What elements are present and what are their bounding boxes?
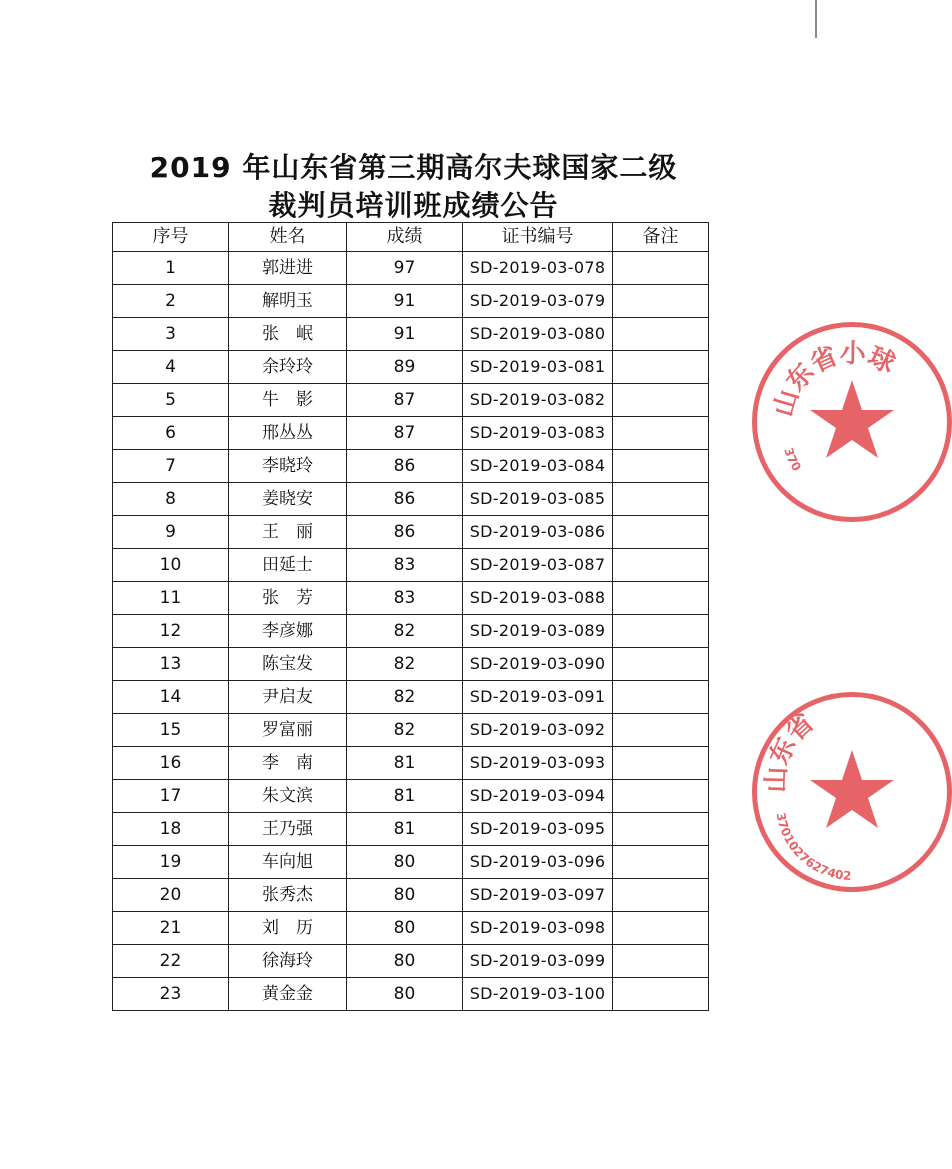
table-row [113, 549, 709, 582]
cell-name: 田延士 [229, 549, 347, 582]
cell-index: 21 [113, 912, 229, 945]
cell-certificate: SD-2019-03-091 [463, 681, 613, 714]
cell-score: 91 [347, 318, 463, 351]
header-remarks: 备注 [613, 223, 709, 252]
cell-score: 86 [347, 483, 463, 516]
cell-name: 尹启友 [229, 681, 347, 714]
cell-certificate: SD-2019-03-087 [463, 549, 613, 582]
header-certificate: 证书编号 [463, 223, 613, 252]
cell-index: 3 [113, 318, 229, 351]
table-row [113, 846, 709, 879]
cell-certificate: SD-2019-03-085 [463, 483, 613, 516]
table-body [113, 252, 709, 1011]
cell-index: 22 [113, 945, 229, 978]
cell-index: 19 [113, 846, 229, 879]
cell-score: 87 [347, 384, 463, 417]
cell-certificate: SD-2019-03-086 [463, 516, 613, 549]
cell-index: 8 [113, 483, 229, 516]
cell-index: 6 [113, 417, 229, 450]
cell-score: 82 [347, 681, 463, 714]
score-table [112, 222, 709, 1011]
table-row [113, 252, 709, 285]
seal-1-star-icon [810, 380, 894, 458]
cell-score: 80 [347, 879, 463, 912]
cell-name: 王 丽 [229, 516, 347, 549]
cell-name: 姜晓安 [229, 483, 347, 516]
cell-remarks [613, 945, 709, 978]
cell-score: 81 [347, 747, 463, 780]
cell-certificate: SD-2019-03-093 [463, 747, 613, 780]
cell-score: 83 [347, 549, 463, 582]
cell-remarks [613, 351, 709, 384]
table-row [113, 648, 709, 681]
cell-remarks [613, 780, 709, 813]
cell-name: 王乃强 [229, 813, 347, 846]
cell-index: 10 [113, 549, 229, 582]
cell-certificate: SD-2019-03-095 [463, 813, 613, 846]
cell-index: 23 [113, 978, 229, 1011]
cell-name: 李彦娜 [229, 615, 347, 648]
cell-name: 张 芳 [229, 582, 347, 615]
cell-index: 12 [113, 615, 229, 648]
table-row [113, 318, 709, 351]
cell-remarks [613, 615, 709, 648]
cell-remarks [613, 450, 709, 483]
cell-remarks [613, 681, 709, 714]
table-row [113, 615, 709, 648]
cell-name: 解明玉 [229, 285, 347, 318]
cell-remarks [613, 318, 709, 351]
cell-certificate: SD-2019-03-090 [463, 648, 613, 681]
cell-score: 82 [347, 648, 463, 681]
table-row [113, 780, 709, 813]
table-row [113, 945, 709, 978]
cell-remarks [613, 846, 709, 879]
cell-index: 16 [113, 747, 229, 780]
table-row [113, 450, 709, 483]
page-title-line2: 裁判员培训班成绩公告 [268, 189, 559, 222]
cell-certificate: SD-2019-03-098 [463, 912, 613, 945]
cell-remarks [613, 384, 709, 417]
cell-remarks [613, 549, 709, 582]
cell-certificate: SD-2019-03-092 [463, 714, 613, 747]
table-row [113, 879, 709, 912]
cell-score: 80 [347, 846, 463, 879]
cell-score: 81 [347, 780, 463, 813]
cell-remarks [613, 879, 709, 912]
svg-text:山东省小球 [769, 339, 900, 420]
cell-remarks [613, 978, 709, 1011]
table-row [113, 747, 709, 780]
seal-2-star-icon [810, 750, 894, 828]
cell-score: 82 [347, 714, 463, 747]
cell-certificate: SD-2019-03-089 [463, 615, 613, 648]
cell-name: 张秀杰 [229, 879, 347, 912]
header-score: 成绩 [347, 223, 463, 252]
cell-score: 80 [347, 912, 463, 945]
cell-remarks [613, 516, 709, 549]
cell-index: 20 [113, 879, 229, 912]
seal-2-text: 山东省 [761, 707, 821, 794]
cell-name: 罗富丽 [229, 714, 347, 747]
cell-name: 牛 影 [229, 384, 347, 417]
table-row [113, 285, 709, 318]
cell-certificate: SD-2019-03-084 [463, 450, 613, 483]
cell-name: 李 南 [229, 747, 347, 780]
cell-name: 朱文滨 [229, 780, 347, 813]
cell-score: 80 [347, 978, 463, 1011]
table-row [113, 813, 709, 846]
cell-score: 86 [347, 516, 463, 549]
cell-score: 89 [347, 351, 463, 384]
cell-remarks [613, 417, 709, 450]
scan-edge-line [815, 0, 817, 38]
cell-certificate: SD-2019-03-078 [463, 252, 613, 285]
cell-index: 5 [113, 384, 229, 417]
cell-remarks [613, 285, 709, 318]
cell-certificate: SD-2019-03-096 [463, 846, 613, 879]
table-header-row [113, 223, 709, 252]
cell-name: 车向旭 [229, 846, 347, 879]
cell-index: 11 [113, 582, 229, 615]
cell-remarks [613, 747, 709, 780]
cell-certificate: SD-2019-03-099 [463, 945, 613, 978]
cell-index: 4 [113, 351, 229, 384]
cell-remarks [613, 483, 709, 516]
cell-index: 2 [113, 285, 229, 318]
cell-remarks [613, 813, 709, 846]
table-row [113, 582, 709, 615]
cell-certificate: SD-2019-03-081 [463, 351, 613, 384]
svg-text:3701027627402 [774, 812, 852, 884]
cell-certificate: SD-2019-03-080 [463, 318, 613, 351]
seal-1-number: 370 [781, 446, 804, 474]
table-row [113, 681, 709, 714]
cell-score: 81 [347, 813, 463, 846]
cell-name: 李晓玲 [229, 450, 347, 483]
cell-index: 14 [113, 681, 229, 714]
table-row [113, 516, 709, 549]
cell-remarks [613, 912, 709, 945]
cell-remarks [613, 714, 709, 747]
table-row [113, 483, 709, 516]
svg-text:370 [781, 446, 804, 474]
cell-certificate: SD-2019-03-100 [463, 978, 613, 1011]
cell-name: 陈宝发 [229, 648, 347, 681]
table-row [113, 714, 709, 747]
seal-2-number: 3701027627402 [773, 811, 852, 884]
seal-2-graphic [752, 692, 952, 892]
seal-1-graphic [752, 322, 952, 522]
cell-remarks [613, 582, 709, 615]
cell-index: 15 [113, 714, 229, 747]
table-row [113, 351, 709, 384]
cell-remarks [613, 648, 709, 681]
cell-index: 13 [113, 648, 229, 681]
cell-certificate: SD-2019-03-094 [463, 780, 613, 813]
header-index: 序号 [113, 223, 229, 252]
header-name: 姓名 [229, 223, 347, 252]
cell-certificate: SD-2019-03-079 [463, 285, 613, 318]
cell-name: 黄金金 [229, 978, 347, 1011]
table-row [113, 417, 709, 450]
cell-score: 80 [347, 945, 463, 978]
cell-remarks [613, 252, 709, 285]
table-row [113, 978, 709, 1011]
cell-score: 97 [347, 252, 463, 285]
cell-index: 7 [113, 450, 229, 483]
cell-certificate: SD-2019-03-097 [463, 879, 613, 912]
cell-score: 83 [347, 582, 463, 615]
cell-certificate: SD-2019-03-082 [463, 384, 613, 417]
page-title-line1: 2019 年山东省第三期高尔夫球国家二级 [149, 151, 678, 184]
official-seal-1 [752, 322, 952, 522]
cell-name: 徐海玲 [229, 945, 347, 978]
cell-certificate: SD-2019-03-083 [463, 417, 613, 450]
cell-score: 87 [347, 417, 463, 450]
seal-1-text: 山东省小球 [768, 338, 900, 420]
cell-name: 邢丛丛 [229, 417, 347, 450]
cell-score: 82 [347, 615, 463, 648]
cell-name: 郭进进 [229, 252, 347, 285]
cell-index: 1 [113, 252, 229, 285]
cell-index: 17 [113, 780, 229, 813]
official-seal-2 [752, 692, 952, 892]
cell-certificate: SD-2019-03-088 [463, 582, 613, 615]
table-row [113, 384, 709, 417]
cell-name: 张 岷 [229, 318, 347, 351]
cell-name: 余玲玲 [229, 351, 347, 384]
table-row [113, 912, 709, 945]
cell-index: 18 [113, 813, 229, 846]
cell-name: 刘 历 [229, 912, 347, 945]
cell-score: 86 [347, 450, 463, 483]
cell-score: 91 [347, 285, 463, 318]
cell-index: 9 [113, 516, 229, 549]
